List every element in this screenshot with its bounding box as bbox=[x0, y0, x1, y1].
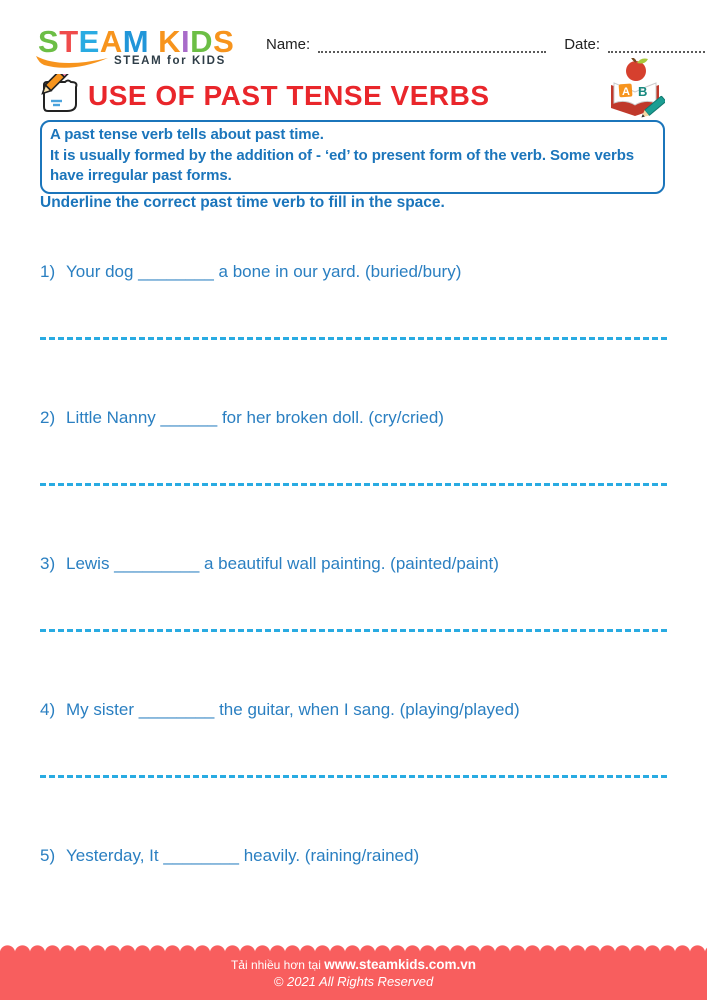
question-1 bbox=[40, 261, 667, 407]
svg-text:A: A bbox=[622, 86, 630, 98]
question-number: 5) bbox=[40, 846, 56, 865]
question-number: 3) bbox=[40, 554, 56, 573]
footer bbox=[0, 942, 707, 1000]
logo-wordmark: STEAM KIDS bbox=[38, 24, 235, 59]
abc-book-apple-icon bbox=[605, 58, 665, 120]
footer-website-link[interactable]: www.steamkids.com.vn bbox=[324, 957, 477, 972]
header bbox=[38, 26, 667, 69]
logo-subtitle: STEAM for KIDS bbox=[114, 55, 226, 67]
question-5 bbox=[40, 845, 667, 885]
footer-band bbox=[0, 952, 707, 1000]
svg-text:B: B bbox=[638, 84, 648, 99]
date-fill-line[interactable] bbox=[608, 39, 707, 53]
footer-download-line bbox=[0, 957, 707, 972]
page-title: USE OF PAST TENSE VERBS bbox=[88, 80, 490, 111]
steam-kids-logo bbox=[38, 26, 250, 69]
name-fill-line[interactable] bbox=[318, 39, 546, 53]
question-number: 2) bbox=[40, 408, 56, 427]
answer-line[interactable] bbox=[40, 775, 667, 778]
question-list bbox=[40, 261, 667, 885]
date-label: Date: bbox=[564, 36, 601, 53]
rule-line-1: A past tense verb tells about past time. bbox=[50, 126, 324, 143]
title-row bbox=[38, 74, 490, 118]
footer-scallop-edge bbox=[0, 942, 707, 952]
answer-line[interactable] bbox=[40, 483, 667, 486]
question-text: My sister ________ the guitar, when I sang. (playing/played) bbox=[66, 700, 520, 719]
notepad-pencil-icon bbox=[38, 74, 82, 118]
name-field bbox=[266, 36, 564, 53]
footer-copyright: © 2021 All Rights Reserved bbox=[273, 974, 434, 989]
question-number: 4) bbox=[40, 700, 56, 719]
instruction-text: Underline the correct past time verb to fill in the space. bbox=[40, 194, 445, 211]
answer-line[interactable] bbox=[40, 337, 667, 340]
rule-box bbox=[40, 120, 665, 194]
rule-line-2: It is usually formed by the addition of - ‘ed’ to present form of the verb. Some verbs have irregular past forms. bbox=[50, 146, 634, 185]
answer-line[interactable] bbox=[40, 629, 667, 632]
question-3 bbox=[40, 553, 667, 699]
question-text: Yesterday, It ________ heavily. (raining/rained) bbox=[66, 846, 420, 865]
question-4 bbox=[40, 699, 667, 845]
question-text: Little Nanny ______ for her broken doll. (cry/cried) bbox=[66, 408, 444, 427]
logo-swoosh-icon bbox=[34, 53, 112, 69]
date-field bbox=[564, 36, 707, 53]
name-label: Name: bbox=[266, 36, 311, 53]
footer-prefix: Tải nhiều hơn tại bbox=[230, 958, 325, 972]
question-2 bbox=[40, 407, 667, 553]
question-text: Your dog ________ a bone in our yard. (buried/bury) bbox=[66, 262, 462, 281]
question-text: Lewis _________ a beautiful wall painting. (painted/paint) bbox=[66, 554, 499, 573]
question-number: 1) bbox=[40, 262, 56, 281]
